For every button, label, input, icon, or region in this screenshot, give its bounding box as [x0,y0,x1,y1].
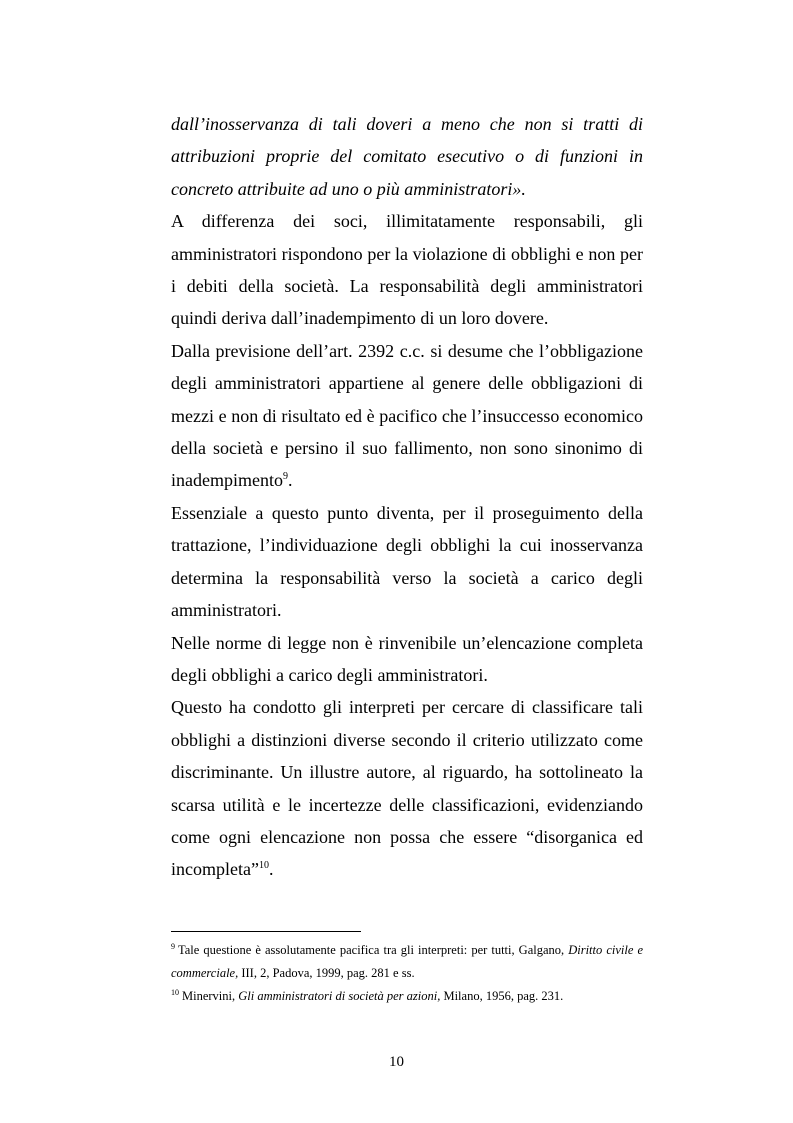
footnote-9-post: III, 2, Padova, 1999, pag. 281 e ss. [238,966,415,980]
page-number: 10 [389,1054,404,1070]
footnote-9-title: Diritto civile e commerciale, [171,943,643,980]
footnote-10-title: Gli amministratori di società per azioni, [238,989,441,1003]
paragraph-5-text: Questo ha condotto gli interpreti per cercare di classificare tali obblighi a distinzioni diverse secondo il criterio utilizzato come discriminante. Un illustre autore, al riguardo, ha sottolineato la scarsa utilità e le incertezze delle classificazioni, evidenziando come ogni elencazione non possa che essere “disorganica ed incompleta” [171,697,643,880]
paragraph-5-end: . [268,859,274,880]
footnote-ref-9[interactable]: 9 [282,471,288,483]
main-text [171,108,643,886]
paragraph-5 [171,691,643,885]
footnote-9-pre: Tale questione è assolutamente pacifica tra gli interpreti: per tutti, Galgano, [178,943,569,957]
footnotes [171,931,643,1008]
paragraph-2 [171,335,643,497]
paragraph-2-text: Dalla previsione dell’art. 2392 c.c. si desume che l’obbligazione degli amministratori appartiene al genere delle obbligazioni di mezzi e non di risultato ed è pacifico che l’insuccesso economico della società e persino il suo fallimento, non sono sinonimo di inadempimento [171,340,643,491]
paragraph-1: A differenza dei soci, illimitatamente responsabili, gli amministratori rispondono per la violazione di obblighi e non per i debiti della società. La responsabilità degli amministratori quindi deriva dall’inadempimento di un loro dovere. [171,211,643,329]
paragraph-2-end: . [287,470,293,491]
footnote-10-number: 10 [171,987,179,997]
footnote-9 [171,939,643,985]
quote-continuation: dall’inosservanza di tali doveri a meno che non si tratti di attribuzioni proprie del comitato esecutivo o di funzioni in concreto attribuite ad uno o più amministratori». [171,114,643,199]
footnote-10 [171,985,643,1008]
footnote-9-number: 9 [171,941,175,951]
paragraph-3: Essenziale a questo punto diventa, per il proseguimento della trattazione, l’individuazione degli obblighi la cui inosservanza determina la responsabilità verso la società a carico degli amministratori. [171,502,643,621]
paragraph-4: Nelle norme di legge non è rinvenibile un’elencazione completa degli obblighi a carico degli amministratori. [171,632,643,685]
footnote-ref-10[interactable]: 10 [258,860,269,872]
footnote-separator [171,931,361,932]
footnote-10-post: Milano, 1956, pag. 231. [440,989,564,1003]
footnote-10-pre: Minervini, [182,989,239,1003]
